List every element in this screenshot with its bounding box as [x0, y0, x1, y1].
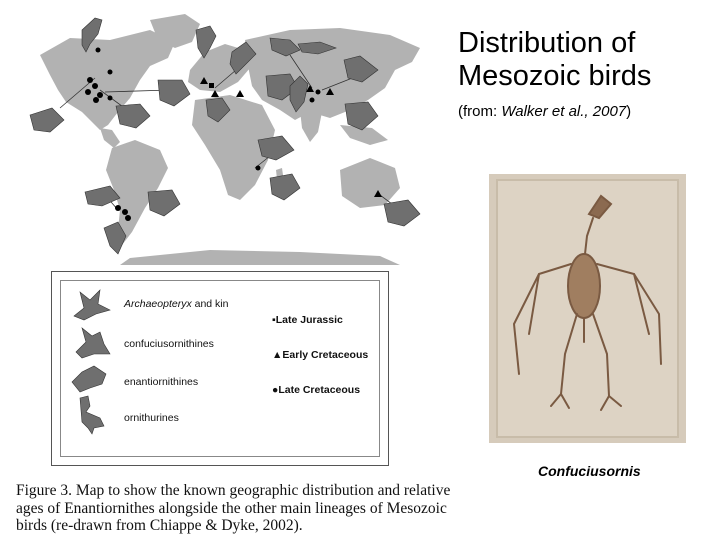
bird-icon — [116, 104, 150, 128]
landmass-north-america — [40, 30, 175, 130]
landmass-australia — [340, 158, 400, 208]
archaeopteryx-icon — [70, 286, 114, 324]
landmass-central-america — [100, 128, 120, 148]
slide-title-line2: Mesozoic birds — [458, 60, 652, 92]
confuciusornithine-icon — [70, 324, 114, 360]
landmass-india — [300, 110, 322, 142]
legend-age-late-cretaceous-text: Late Cretaceous — [278, 384, 361, 396]
ornithurine-icon — [70, 394, 114, 436]
landmass-antarctica — [120, 250, 400, 265]
source-suffix: ) — [626, 103, 632, 120]
bird-icon — [345, 102, 378, 130]
bird-icon — [384, 200, 420, 226]
bird-icon — [270, 174, 300, 200]
fossil-drawing — [489, 174, 686, 443]
legend-label-archaeopteryx — [124, 298, 228, 310]
legend-label-ornithurines: ornithurines — [124, 412, 179, 424]
legend-archaeopteryx-name: Archaeopteryx — [124, 298, 192, 310]
slide-title — [458, 27, 651, 93]
world-distribution-map — [0, 0, 450, 265]
figure-caption: Figure 3. Map to show the known geographic distribution and relative ages of Enantiornithes alongside the other main lineages of Mesozoic birds (re-drawn from Chiappe & Dyke, 2002). — [16, 482, 451, 534]
legend-age-late-jurassic: ▪Late Jurassic — [272, 314, 343, 326]
fossil-caption: Confuciusornis — [538, 463, 641, 479]
source-authors: Walker et al., 2007 — [501, 103, 627, 120]
legend-archaeopteryx-suffix: and kin — [191, 298, 229, 310]
legend-age-late-cretaceous: ●Late Cretaceous — [272, 384, 361, 396]
legend-label-confuciusornithines: confuciusornithines — [124, 338, 214, 350]
legend-label-enantiornithines: enantiornithines — [124, 376, 199, 388]
slide-title-line1: Distribution of — [458, 27, 636, 59]
bird-icon — [258, 136, 294, 160]
enantiornithine-icon — [68, 360, 112, 396]
map-legend — [51, 271, 389, 466]
bird-icon — [148, 190, 180, 216]
bird-icon — [158, 80, 190, 106]
late-jurassic-locality — [209, 83, 214, 88]
confuciusornis-fossil-photo — [489, 174, 686, 443]
legend-age-early-cretaceous: ▲Early Cretaceous — [272, 349, 369, 361]
source-prefix: (from: — [458, 103, 502, 120]
legend-age-late-jurassic-text: Late Jurassic — [275, 314, 343, 326]
legend-age-early-cretaceous-text: Early Cretaceous — [282, 349, 369, 361]
source-citation — [458, 103, 631, 120]
bird-icon — [30, 108, 64, 132]
